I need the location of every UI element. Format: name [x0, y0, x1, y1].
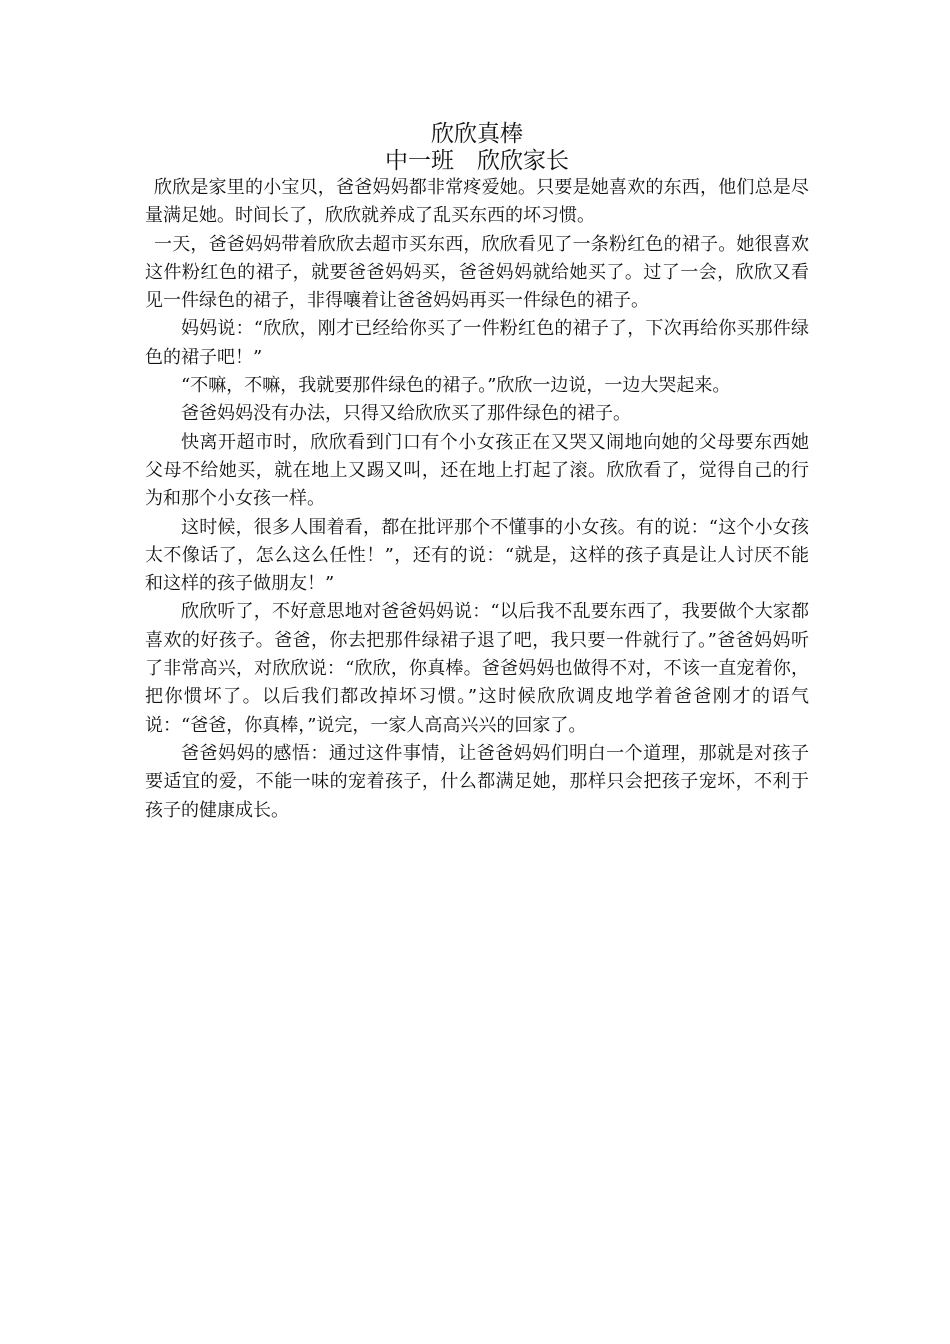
paragraph-3: 妈妈说：“欣欣，刚才已经给你买了一件粉红色的裙子了，下次再给你买那件绿色的裙子吧！” — [145, 318, 809, 368]
paragraph-7: 这时候，很多人围着看，都在批评那个不懂事的小女孩。有的说：“这个小女孩太不像话了，怎么这么任性！”，还有的说：“就是，这样的孩子真是让人讨厌不能和这样的孩子做朋友！” — [145, 516, 809, 595]
paragraph-8: 欣欣听了，不好意思地对爸爸妈妈说：“以后我不乱要东西了，我要做个大家都喜欢的好孩子。爸爸，你去把那件绿裙子退了吧，我只要一件就行了。”爸爸妈妈听了非常高兴，对欣欣说：“欣欣，你真棒。爸爸妈妈也做得不对，不该一直宠着你，把你惯坏了。以后我们都改掉坏习惯。”这时候欣欣调皮地学着爸爸刚才的语气说：“爸爸，你真棒，”说完，一家人高高兴兴的回家了。 — [145, 601, 809, 736]
paragraph-9: 爸爸妈妈的感悟：通过这件事情，让爸爸妈妈们明白一个道理，那就是对孩子要适宜的爱，不能一味的宠着孩子，什么都满足她，那样只会把孩子宠坏，不利于孩子的健康成长。 — [145, 742, 809, 821]
document-subtitle: 中一班 欣欣家长 — [385, 148, 569, 174]
paragraph-4: “不嘛，不嘛，我就要那件绿色的裙子。”欣欣一边说，一边大哭起来。 — [181, 375, 731, 397]
paragraph-1: 欣欣是家里的小宝贝，爸爸妈妈都非常疼爱她。只要是她喜欢的东西，他们总是尽量满足她。时间长了，欣欣就养成了乱买东西的坏习惯。 — [145, 177, 809, 227]
paragraph-5: 爸爸妈妈没有办法，只得又给欣欣买了那件绿色的裙子。 — [181, 403, 631, 425]
document-title: 欣欣真棒 — [431, 121, 523, 147]
document-page — [145, 120, 809, 825]
document-body — [145, 174, 809, 825]
paragraph-6: 快离开超市时，欣欣看到门口有个小女孩正在又哭又闹地向她的父母要东西她父母不给她买，就在地上又踢又叫，还在地上打起了滚。欣欣看了，觉得自己的行为和那个小女孩一样。 — [145, 431, 809, 510]
paragraph-2: 一天，爸爸妈妈带着欣欣去超市买东西，欣欣看见了一条粉红色的裙子。她很喜欢这件粉红色的裙子，就要爸爸妈妈买，爸爸妈妈就给她买了。过了一会，欣欣又看见一件绿色的裙子，非得嚷着让爸爸妈妈再买一件绿色的裙子。 — [145, 233, 809, 312]
